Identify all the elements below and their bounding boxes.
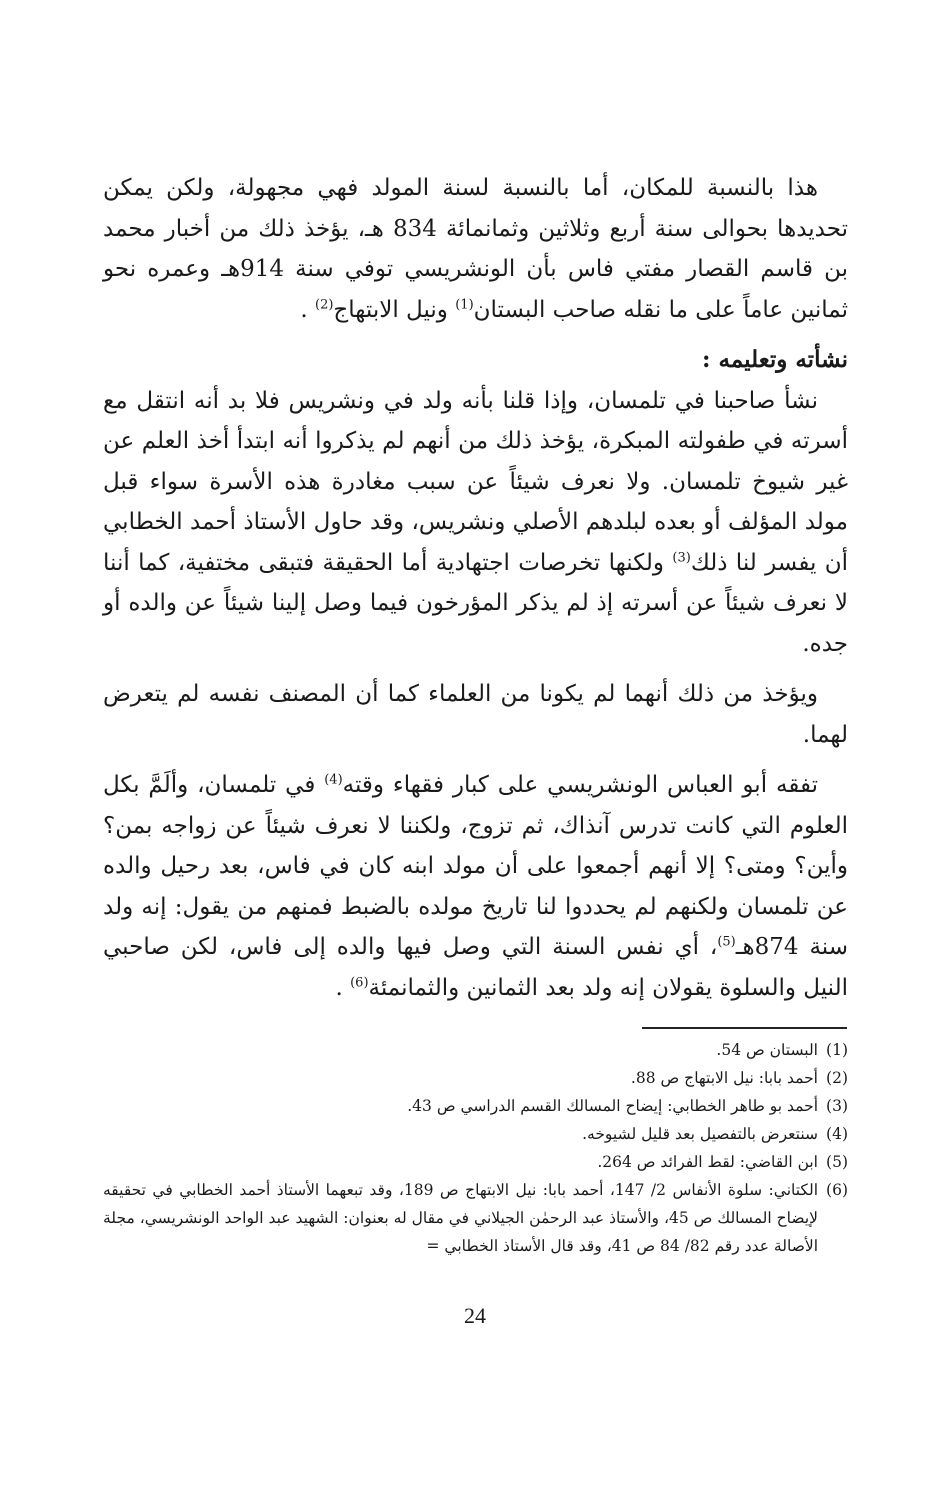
paragraph-birth-year: هذا بالنسبة للمكان، أما بالنسبة لسنة المولد فهي مجهولة، ولكن يمكن تحديدها بحوالى سنة أربع وثلاثين وثمانمائة 834 هـ، يؤخذ ذلك من أخبار محمد بن قاسم القصار مفتي فاس بأن الونشريسي توفي سنة 914هـ وعمره نحو ثمانين عاماً على ما نقله صاحب البستان$^{(1)}$ ونيل الابتهاج$^{(2)}$ . xyxy=(103,175,848,323)
footnote-separator xyxy=(642,1027,847,1029)
footnote-item xyxy=(103,1092,848,1120)
footnote-number: (2) xyxy=(826,1069,848,1087)
footnote-item xyxy=(103,1064,848,1092)
footnote-text: البستان ص 54. xyxy=(716,1041,818,1059)
footnote-item xyxy=(103,1176,848,1260)
section-heading: نشأته وتعليمه : xyxy=(702,346,848,373)
footnote-ref-4[interactable]: (4) xyxy=(324,772,343,788)
paragraph-family: ويؤخذ من ذلك أنهما لم يكونا من العلماء كما أن المصنف نفسه لم يتعرض لهما. xyxy=(103,681,848,748)
footnote-number: (6) xyxy=(826,1181,848,1199)
paragraph-upbringing: نشأ صاحبنا في تلمسان، وإذا قلنا بأنه ولد في ونشريس فلا بد أنه انتقل مع أسرته في طفولته المبكرة، يؤخذ ذلك من أنهم لم يذكروا أنه ابتدأ أخذ العلم عن غير شيوخ تلمسان. ولا نعرف شيئاً عن سبب مغادرة هذه الأسرة سواء قبل مولد المؤلف أو بعده لبلدهم الأصلي ونشريس، وقد حاول الأستاذ أحمد الخطابي أن يفسر لنا ذلك$^{(3)}$ ولكنها تخرصات اجتهادية أما الحقيقة فتبقى مختفية، كما أننا لا نعرف شيئاً عن أسرته إذ لم يذكر المؤرخون فيما وصل إلينا شيئاً عن والده أو جده. xyxy=(103,387,848,657)
footnote-number: (3) xyxy=(826,1097,848,1115)
footnote-item xyxy=(103,1148,848,1176)
footnote-number: (5) xyxy=(826,1153,848,1171)
paragraph-education: تفقه أبو العباس الونشريسي على كبار فقهاء وقته$^{(4)}$ في تلمسان، وألَمَّ بكل العلوم التي كانت تدرس آنذاك، ثم تزوج، ولكننا لا نعرف شيئاً عن زواجه بمن؟ وأين؟ ومتى؟ إلا أنهم أجمعوا على أن مولد ابنه كان في فاس، بعد رحيل والده عن تلمسان ولكنهم لم يحددوا لنا تاريخ مولده بالضبط فمنهم من يقول: إنه ولد سنة 874هـ$^{(5)}$، أي نفس السنة التي وصل فيها والده إلى فاس، لكن صاحبي النيل والسلوة يقولان إنه ولد بعد الثمانين والثمانمئة$^{(6)}$ . xyxy=(103,772,848,1001)
footnote-text: سنتعرض بالتفصيل بعد قليل لشيوخه. xyxy=(582,1125,818,1143)
footnote-ref-1[interactable]: (1) xyxy=(455,296,474,312)
footnotes xyxy=(103,1036,848,1260)
footnote-text: أحمد بابا: نيل الابتهاج ص 88. xyxy=(630,1069,818,1087)
footnote-text: الكتاني: سلوة الأنفاس 2/ 147، أحمد بابا: نيل الابتهاج ص 189، وقد تبعهما الأستاذ أحمد الخطابي في تحقيقه لإيضاح المسالك ص 45، والأستاذ عبد الرحمٰن الجيلاني في مقال له بعنوان: الشهيد عبد الواحد الونشريسي، مجلة الأصالة عدد رقم 82/ 84 ص 41، وقد قال الأستاذ الخطابي = xyxy=(103,1181,818,1255)
footnote-text: أحمد بو طاهر الخطابي: إيضاح المسالك القسم الدراسي ص 43. xyxy=(407,1097,818,1115)
main-text xyxy=(103,168,848,1018)
page-number: 24 xyxy=(464,1303,486,1328)
footnote-item xyxy=(103,1036,848,1064)
footnote-item xyxy=(103,1120,848,1148)
footnote-ref-6[interactable]: (6) xyxy=(350,974,369,990)
footnote-number: (1) xyxy=(826,1041,848,1059)
footnote-ref-3[interactable]: (3) xyxy=(672,549,691,565)
footnote-ref-2[interactable]: (2) xyxy=(314,296,334,312)
footnote-text: ابن القاضي: لقط الفرائد ص 264. xyxy=(597,1153,818,1171)
footnote-ref-5[interactable]: (5) xyxy=(717,934,736,950)
footnote-number: (4) xyxy=(826,1125,848,1143)
